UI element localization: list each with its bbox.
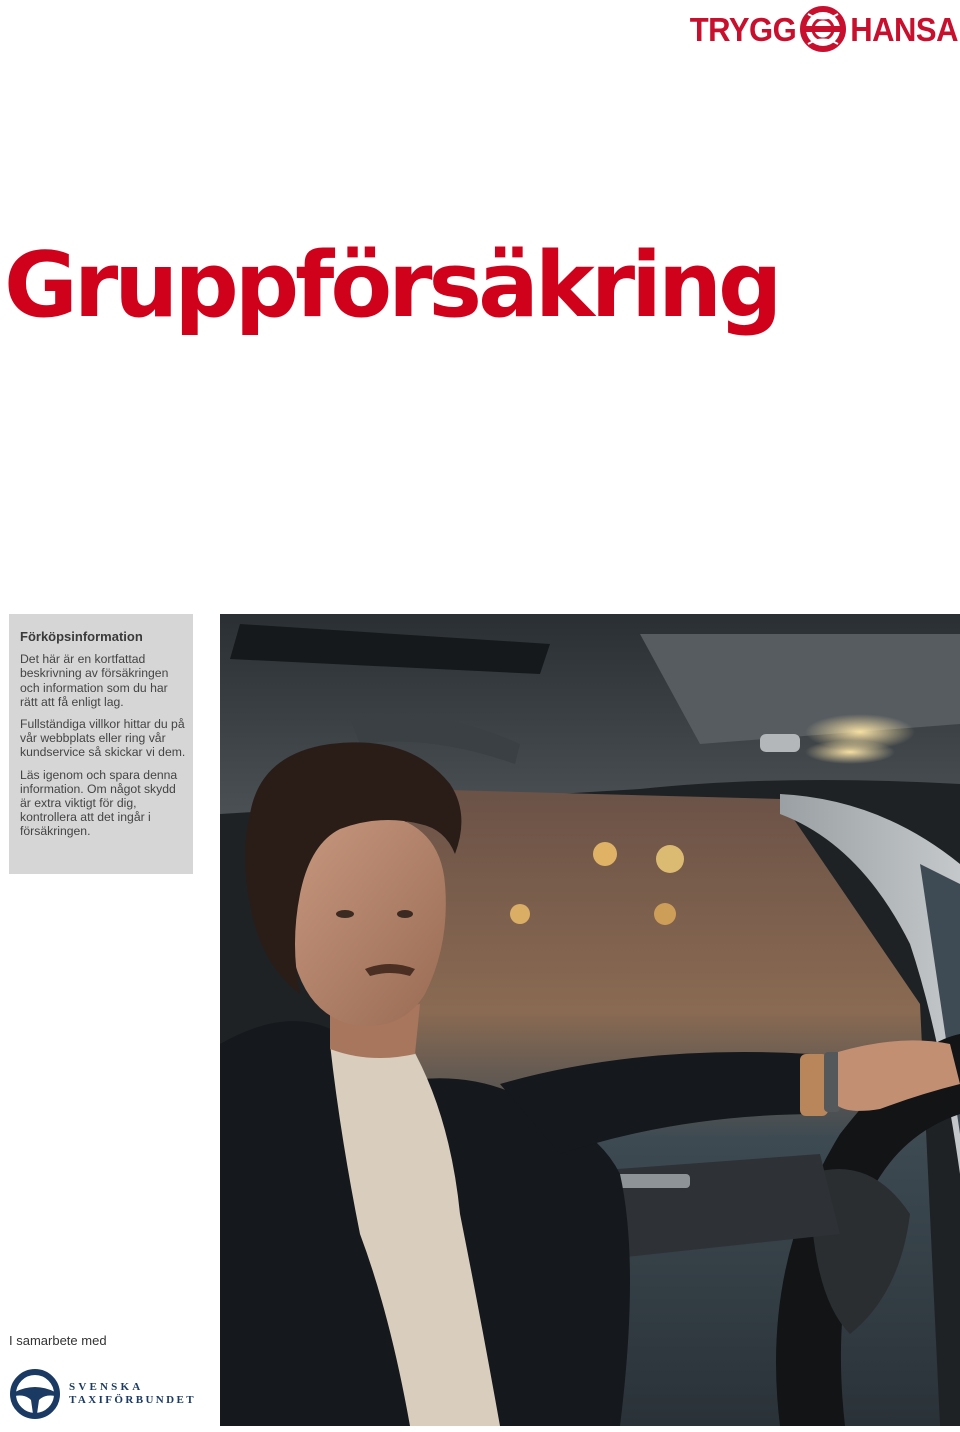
partner-logo (9, 1368, 196, 1420)
steering-wheel-icon (9, 1368, 61, 1420)
brand-word-left: TRYGG (689, 10, 797, 48)
info-paragraph-1: Det här är en kortfattad beskrivning av försäkringen och information som du har rätt att få enligt lag. (20, 652, 169, 709)
lifebuoy-ring-icon (800, 6, 846, 52)
info-box (9, 614, 193, 874)
partner-name-line1: SVENSKA (69, 1381, 144, 1394)
partner-name-line2: TAXIFÖRBUNDET (69, 1394, 196, 1406)
brand-word-right: HANSA (850, 10, 958, 48)
page-title: Gruppförsäkring (4, 233, 779, 338)
info-paragraph-3: Läs igenom och spara denna information. Om något skydd är extra viktigt för dig, kontrollera att det ingår i försäkringen. (20, 767, 178, 839)
brand-logo (690, 6, 958, 52)
man-driving-car-photo (220, 614, 960, 1426)
info-paragraph-2: Fullständiga villkor hittar du på vår webbplats eller ring vår kundservice så skickar vi dem. (20, 717, 186, 760)
partner-label: I samarbete med (9, 1333, 107, 1348)
info-box-heading: Förköpsinformation (20, 629, 143, 644)
partner-name (69, 1381, 196, 1406)
